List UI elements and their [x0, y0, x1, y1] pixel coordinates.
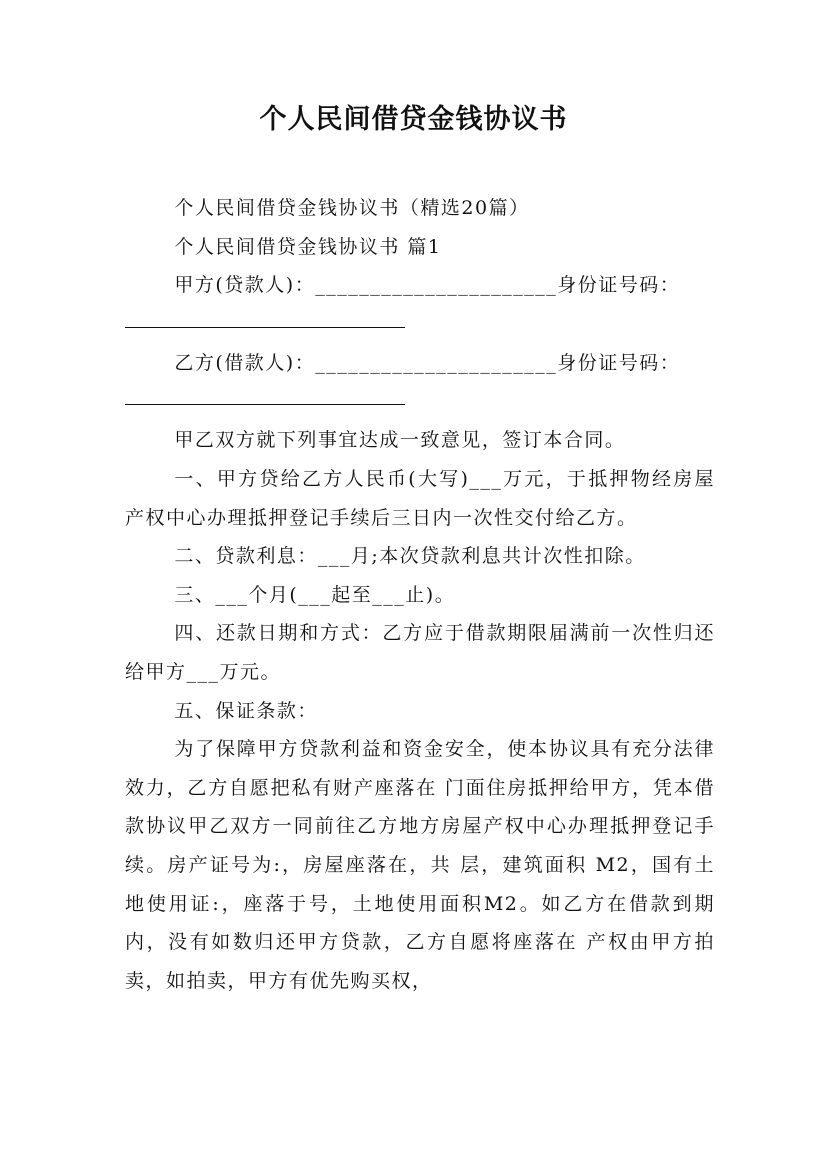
paragraph-party-a: 甲方(贷款人)：______________________身份证号码：	[174, 274, 681, 297]
paragraph-party-b: 乙方(借款人)：______________________身份证号码：	[174, 351, 681, 374]
paragraph-clause-3: 三、___个月(___起至___止)。	[174, 583, 456, 606]
paragraph-clause-1: 一、甲方贷给乙方人民币(大写)___万元，于抵押物经房屋产权中心办理抵押登记手续后三日内一次性交付给乙方。	[125, 467, 715, 529]
party-b-id-blank	[125, 382, 405, 405]
paragraph-clause-2: 二、贷款利息：___月;本次贷款利息共计次性扣除。	[174, 545, 646, 568]
document-body	[125, 189, 715, 1000]
paragraph-collection-title: 个人民间借贷金钱协议书（精选20篇）	[174, 197, 530, 219]
paragraph-guarantee-text: 为了保障甲方贷款利益和资金安全，使本协议具有充分法律效力，乙方自愿把私有财产座落在 门面住房抵押给甲方，凭本借款协议甲乙双方一同前往乙方地方房屋产权中心办理抵押登记手续。房产证号为:，房屋座落在，共 层，建筑面积 M2，国有土地使用证:，座落于号，土地使用面积M2。如乙方在借款到期内，没有如数归还甲方贷款，乙方自愿将座落在 产权由甲方拍卖，如拍卖，甲方有优先购买权，	[125, 738, 715, 992]
paragraph-section-heading: 个人民间借贷金钱协议书 篇1	[174, 235, 442, 258]
document-title: 个人民间借贷金钱协议书	[259, 104, 568, 135]
paragraph-clause-4: 四、还款日期和方式：乙方应于借款期限届满前一次性归还给甲方___万元。	[125, 622, 715, 683]
party-a-id-blank	[125, 305, 405, 328]
paragraph-clause-5-heading: 五、保证条款：	[174, 699, 318, 722]
paragraph-agreement-intro: 甲乙双方就下列事宜达成一致意见，签订本合同。	[174, 429, 626, 452]
